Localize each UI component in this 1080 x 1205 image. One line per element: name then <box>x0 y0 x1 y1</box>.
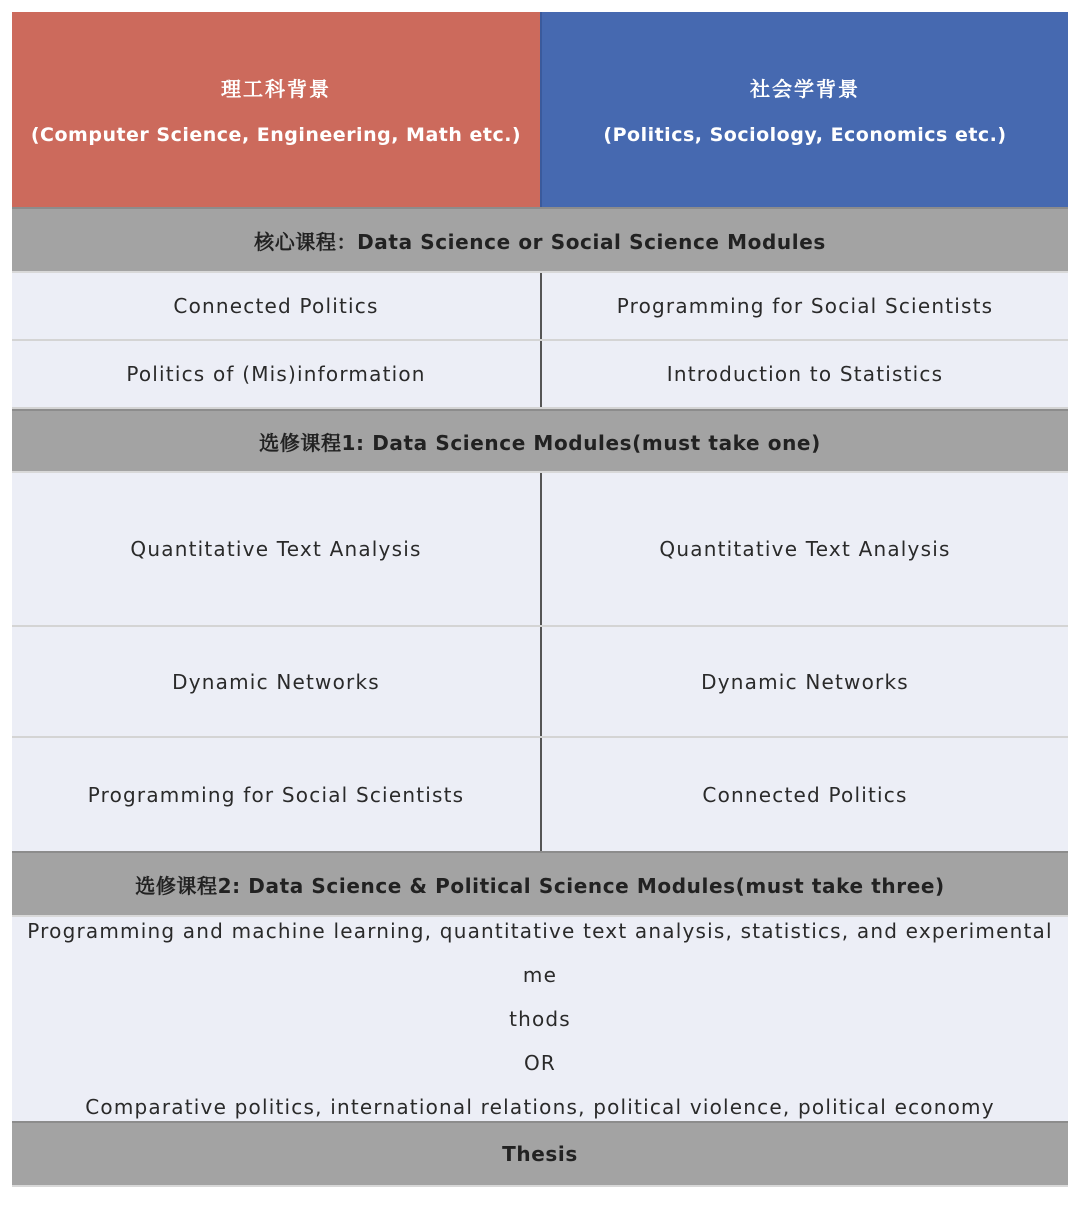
course-table <box>12 12 1068 1187</box>
table-cell: Dynamic Networks <box>172 669 380 694</box>
elective2-line-2: thods <box>509 1007 571 1031</box>
table-cell: Connected Politics <box>540 738 1068 851</box>
header-row <box>12 12 1068 207</box>
elective2-description <box>12 917 1068 1121</box>
table-cell: Programming for Social Scientists <box>87 782 465 807</box>
elective2-line-3: Comparative politics, international relations, political violence, political economy <box>85 1095 995 1119</box>
header-social-background <box>540 12 1068 207</box>
header-stem-background <box>12 12 540 207</box>
header-social-subtitle: (Politics, Sociology, Economics etc.) <box>603 124 1007 146</box>
table-row <box>12 273 1068 341</box>
table-row <box>12 341 1068 409</box>
table-cell: Politics of (Mis)information <box>126 362 426 386</box>
elective1-section-heading: 选修课程1: Data Science Modules(must take one) <box>12 409 1068 473</box>
thesis-section: Thesis <box>12 1121 1068 1187</box>
elective2-section-heading: 选修课程2: Data Science & Political Science Modules(must take three) <box>12 851 1068 917</box>
table-cell: Introduction to Statistics <box>540 341 1068 407</box>
core-section-heading: 核心课程：Data Science or Social Science Modules <box>12 207 1068 273</box>
table-cell: Dynamic Networks <box>540 627 1068 736</box>
table-cell: Programming for Social Scientists <box>540 273 1068 339</box>
elective2-or: OR <box>523 1051 557 1075</box>
table-row <box>12 627 1068 738</box>
table-row <box>12 473 1068 627</box>
header-stem-subtitle: (Computer Science, Engineering, Math etc.) <box>30 124 522 146</box>
header-social-title: 社会学背景 <box>750 77 860 101</box>
table-cell: Connected Politics <box>173 294 379 318</box>
elective2-line-1: Programming and machine learning, quantitative text analysis, statistics, and experimental me <box>27 919 1053 987</box>
table-cell: Quantitative Text Analysis <box>540 473 1068 625</box>
header-stem-title: 理工科背景 <box>221 77 331 101</box>
table-cell: Quantitative Text Analysis <box>130 537 422 561</box>
table-row <box>12 738 1068 851</box>
